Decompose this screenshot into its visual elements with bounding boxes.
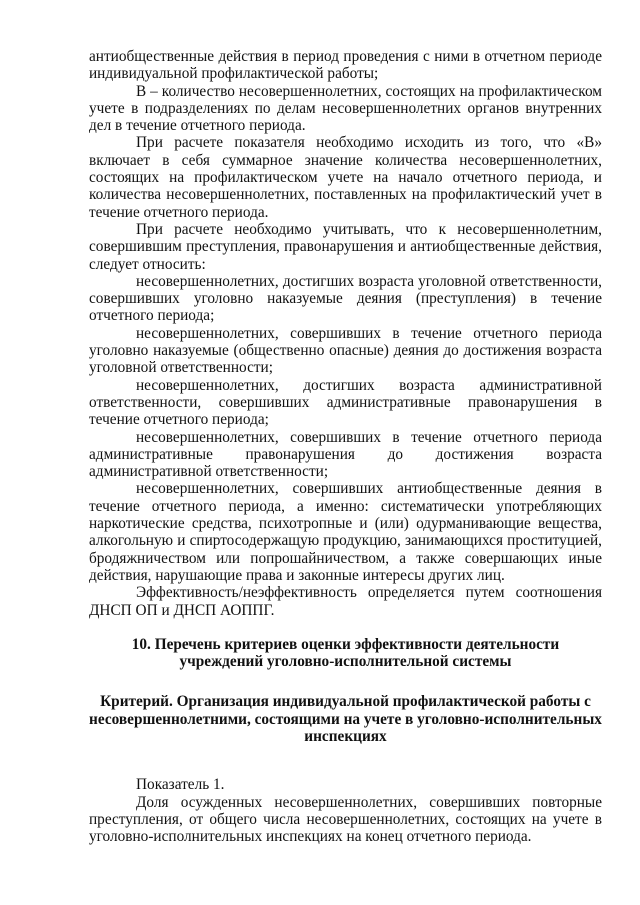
list-item-before-administrative-age: несовершеннолетних, совершивших в течение отчетного периода административные правонарушения до достижения возраста административной ответственности; bbox=[89, 428, 602, 481]
indicator-label: Показатель 1. bbox=[136, 776, 225, 794]
paragraph-continuation: антиобщественные действия в период проведения с ними в отчетном периоде индивидуальной профилактической работы; bbox=[89, 48, 602, 83]
criterion-heading: Критерий. Организация индивидуальной профилактической работы с несовершеннолетними, состоящими на учете в уголовно-исполнительных инспекциях bbox=[89, 693, 602, 745]
list-item-criminal-age: несовершеннолетних, достигших возраста уголовной ответственности, совершивших уголовно наказуемые деяния (преступления) в течение отчетного периода; bbox=[89, 272, 602, 325]
indicator-text: Доля осужденных несовершеннолетних, совершивших повторные преступления, от общего числа несовершеннолетних, состоящих на учете в уголовно-исполнительных инспекциях на конец отчетного периода. bbox=[89, 793, 602, 846]
paragraph-effectiveness: Эффективность/неэффективность определяется путем соотношения ДНСП ОП и ДНСП АОППГ. bbox=[89, 584, 602, 619]
page-text bbox=[89, 48, 602, 845]
paragraph-definition-b: В – количество несовершеннолетних, состоящих на профилактическом учете в подразделениях по делам несовершеннолетних органов внутренних дел в течение отчетного периода. bbox=[89, 82, 602, 135]
paragraph-calculation-b: При расчете показателя необходимо исходить из того, что «В» включает в себя суммарное значение количества несовершеннолетних, состоящих на профилактическом учете на начало отчетного периода, и количества несовершеннолетних, поставленных на профилактический учет в течение отчетного периода. bbox=[89, 134, 602, 221]
list-item-antisocial-acts: несовершеннолетних, совершивших антиобщественные деяния в течение отчетного периода, а именно: систематически употребляющих наркотические средства, психотропные и (или) одурманивающие вещества, алкогольную и спиртосодержащую продукцию, занимающихся проституцией, бродяжничеством или попрошайничеством, а также совершающих иные действия, нарушающие права и законные интересы других лиц. bbox=[89, 480, 602, 584]
section-heading: 10. Перечень критериев оценки эффективности деятельности учреждений уголовно-исполнительной системы bbox=[131, 635, 560, 671]
paragraph-calculation-note: При расчете необходимо учитывать, что к несовершеннолетним, совершившим преступления, правонарушения и антиобщественные действия, следует относить: bbox=[89, 220, 602, 273]
list-item-before-criminal-age: несовершеннолетних, совершивших в течение отчетного периода уголовно наказуемые (общественно опасные) деяния до достижения возраста уголовной ответственности; bbox=[89, 324, 602, 377]
list-item-administrative-age: несовершеннолетних, достигших возраста административной ответственности, совершивших административные правонарушения в течение отчетного периода; bbox=[89, 376, 602, 429]
